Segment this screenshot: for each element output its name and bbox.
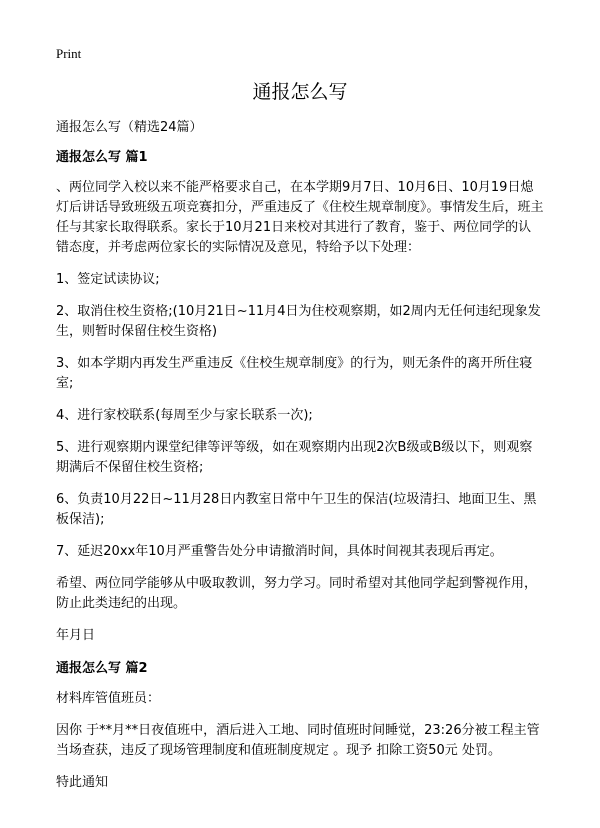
document-subtitle: 通报怎么写（精选24篇） [56,120,203,135]
paragraph: 特此通知 [56,775,109,790]
paragraph: 因你 于**月**日夜值班中，酒后进入工地、同时值班时间睡觉，23:26分被工程主管当场查获，违反了现场管理制度和值班制度规定 。现予 扣除工资50元 处罚。 [56,723,540,758]
section-heading-2: 通报怎么写 篇2 [56,661,148,676]
list-item: 4、进行家校联系(每周至少与家长联系一次); [56,408,313,423]
date-line: 年月日 [56,628,96,643]
paragraph: 希望、两位同学能够从中吸取教训，努力学习。同时希望对其他同学起到警视作用，防止此类违纪的出现。 [56,576,538,611]
list-item: 2、取消住校生资格;(10月21日~11月4日为住校观察期，如2周内无任何违纪现象发生，则暂时保留住校生资格) [56,304,541,339]
list-item: 7、延迟20xx年10月严重警告处分申请撤消时间，具体时间视其表现后再定。 [56,544,503,559]
paragraph: 材料库管值班员： [56,691,161,706]
list-item: 3、如本学期内再发生严重违反《住校生规章制度》的行为，则无条件的离开所住寝室; [56,356,533,391]
list-item: 5、进行观察期内课堂纪律等评等级，如在观察期内出现2次B级或B级以下，则观察期满后不保留住校生资格; [56,440,533,475]
list-item: 1、签定试读协议; [56,272,160,287]
page-title: 通报怎么写 [252,81,348,103]
print-link[interactable]: Print [56,46,82,61]
paragraph: 、两位同学入校以来不能严格要求自己，在本学期9月7日、10月6日、10月19日熄灯后讲话导致班级五项竞赛扣分，严重违反了《住校生规章制度》。事情发生后，班主任与其家长取得联系。家长于10月21日来校对其进行了教育，鉴于、两位同学的认错态度，并考虑两位家长的实际情况及意见，特给予以下处理： [56,180,544,255]
list-item: 6、负责10月22日~11月28日内教室日常中午卫生的保洁(垃圾清扫、地面卫生、黑板保洁); [56,492,537,527]
section-heading-1: 通报怎么写 篇1 [56,150,148,165]
document-body [56,118,544,805]
